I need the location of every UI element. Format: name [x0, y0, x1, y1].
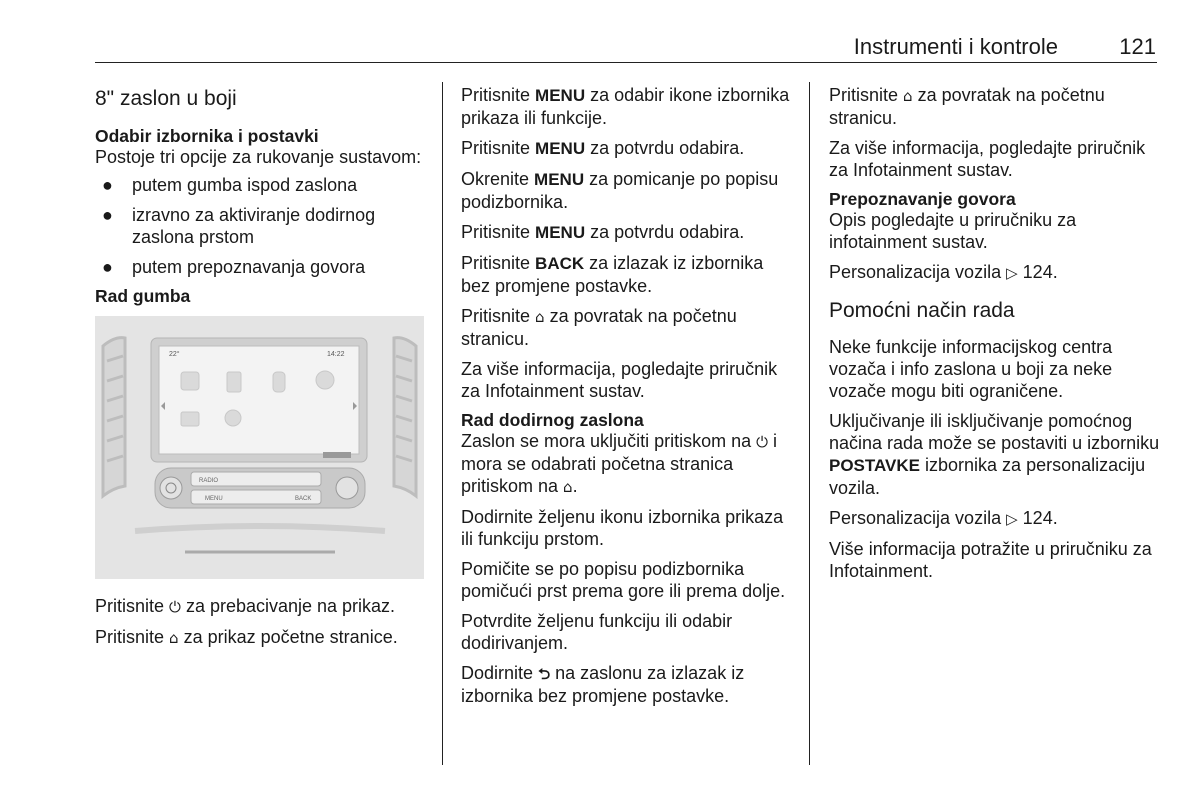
- subheading-button-operation: Rad gumba: [95, 286, 191, 306]
- home-instruction: Pritisnite ⌂ za prikaz početne stranice.: [95, 627, 398, 647]
- list-item: ● putem prepoznavanja govora: [102, 257, 366, 277]
- menu-keyword: MENU: [535, 223, 586, 242]
- paragraph: Pritisnite MENU za potvrdu odabira.: [461, 222, 745, 242]
- paragraph: Dodirnite ⮌ na zaslonu za izlazak iz izbornika bez promjene postavke.: [461, 663, 745, 706]
- paragraph: Zaslon se mora uključiti pritiskom na ⏻ i mora se odabrati početna stranica pritiskom na ⌂.: [461, 431, 778, 496]
- cross-reference: Personalizacija vozila ▷ 124.: [829, 508, 1058, 528]
- section-heading-assist-mode: Pomoćni način rada: [829, 299, 1015, 322]
- subheading-voice-recognition: Prepoznavanje govora: [829, 189, 1016, 209]
- left-air-vent: [103, 338, 125, 496]
- power-instruction: Pritisnite ⏻ za prebacivanje na prikaz.: [95, 596, 396, 616]
- page-reference-icon: ▷: [1006, 510, 1018, 528]
- home-icon: ⌂: [563, 478, 573, 496]
- column-3: [829, 84, 1164, 590]
- paragraph: Pomičite se po popisu podizbornika pomičući prst prema gore ili prema dolje.: [461, 559, 786, 601]
- page-reference-icon: ▷: [1006, 264, 1018, 282]
- menu-keyword: MENU: [534, 170, 585, 189]
- menu-keyword: MENU: [535, 139, 586, 158]
- column-2: [461, 84, 796, 715]
- screen-clock: 14:22: [327, 351, 345, 358]
- bullet-icon: ●: [102, 175, 113, 195]
- cross-reference: Personalizacija vozila ▷ 124.: [829, 262, 1058, 282]
- paragraph: Pritisnite MENU za odabir ikone izbornika prikaza ili funkcije.: [461, 85, 790, 128]
- infotainment-illustration: [95, 316, 424, 579]
- paragraph: Više informacija potražite u priručniku za Infotainment.: [829, 539, 1152, 581]
- column-1: [95, 86, 425, 657]
- back-keyword: BACK: [535, 254, 585, 273]
- power-icon: ⏻: [169, 598, 181, 616]
- column-divider-2: [809, 82, 810, 765]
- bullet-icon: ●: [102, 257, 113, 277]
- list-item: ● putem gumba ispod zaslona: [102, 175, 358, 195]
- paragraph: Pritisnite BACK za izlazak iz izbornika bez promjene postavke.: [461, 253, 764, 296]
- column-divider-1: [442, 82, 443, 765]
- illus-radio-button: RADIO: [199, 478, 219, 484]
- paragraph: Opis pogledajte u priručniku za infotainment sustav.: [829, 210, 1077, 252]
- intro-text: Postoje tri opcije za rukovanje sustavom:: [95, 147, 422, 167]
- home-icon: ⌂: [169, 629, 179, 647]
- page-number: 121: [1119, 34, 1156, 59]
- paragraph: Za više informacija, pogledajte priručnik za Infotainment sustav.: [461, 359, 778, 401]
- screen-temperature: 22°: [169, 351, 180, 358]
- power-icon: ⏻: [756, 433, 768, 451]
- paragraph: Pritisnite ⌂ za povratak na početnu stranicu.: [461, 306, 737, 349]
- paragraph: Neke funkcije informacijskog centra vozača i info zaslona u boji za neke vozače mogu biti ograničene.: [829, 337, 1113, 401]
- right-air-vent: [394, 338, 416, 496]
- illus-menu-button: MENU: [205, 496, 223, 502]
- paragraph: Potvrdite željenu funkciju ili odabir dodirivanjem.: [461, 611, 733, 653]
- paragraph: Za više informacija, pogledajte priručnik za Infotainment sustav.: [829, 138, 1146, 180]
- paragraph: Dodirnite željenu ikonu izbornika prikaza ili funkciju prstom.: [461, 507, 784, 549]
- settings-keyword: POSTAVKE: [829, 456, 920, 475]
- home-icon: ⌂: [903, 87, 913, 105]
- paragraph: Pritisnite MENU za potvrdu odabira.: [461, 138, 745, 158]
- home-icon: ⌂: [535, 308, 545, 326]
- subheading-menu-selection: Odabir izbornika i postavki: [95, 126, 319, 146]
- list-item: ● izravno za aktiviranje dodirnog zaslona prstom: [102, 205, 376, 247]
- menu-keyword: MENU: [535, 86, 586, 105]
- header-rule: [95, 62, 1157, 63]
- bullet-icon: ●: [102, 205, 113, 225]
- illus-back-button: BACK: [295, 496, 312, 502]
- paragraph: Pritisnite ⌂ za povratak na početnu stranicu.: [829, 85, 1105, 128]
- options-list: [95, 174, 425, 278]
- paragraph: Okrenite MENU za pomicanje po popisu podizbornika.: [461, 169, 779, 212]
- section-heading: 8" zaslon u boji: [95, 87, 237, 110]
- subheading-touch-operation: Rad dodirnog zaslona: [461, 410, 644, 430]
- header-title: Instrumenti i kontrole: [853, 34, 1058, 59]
- back-arrow-icon: ⮌: [538, 665, 551, 683]
- paragraph: Uključivanje ili isključivanje pomoćnog načina rada može se postaviti u izborniku POSTAVKE izbornika za personalizaciju vozila.: [829, 411, 1160, 498]
